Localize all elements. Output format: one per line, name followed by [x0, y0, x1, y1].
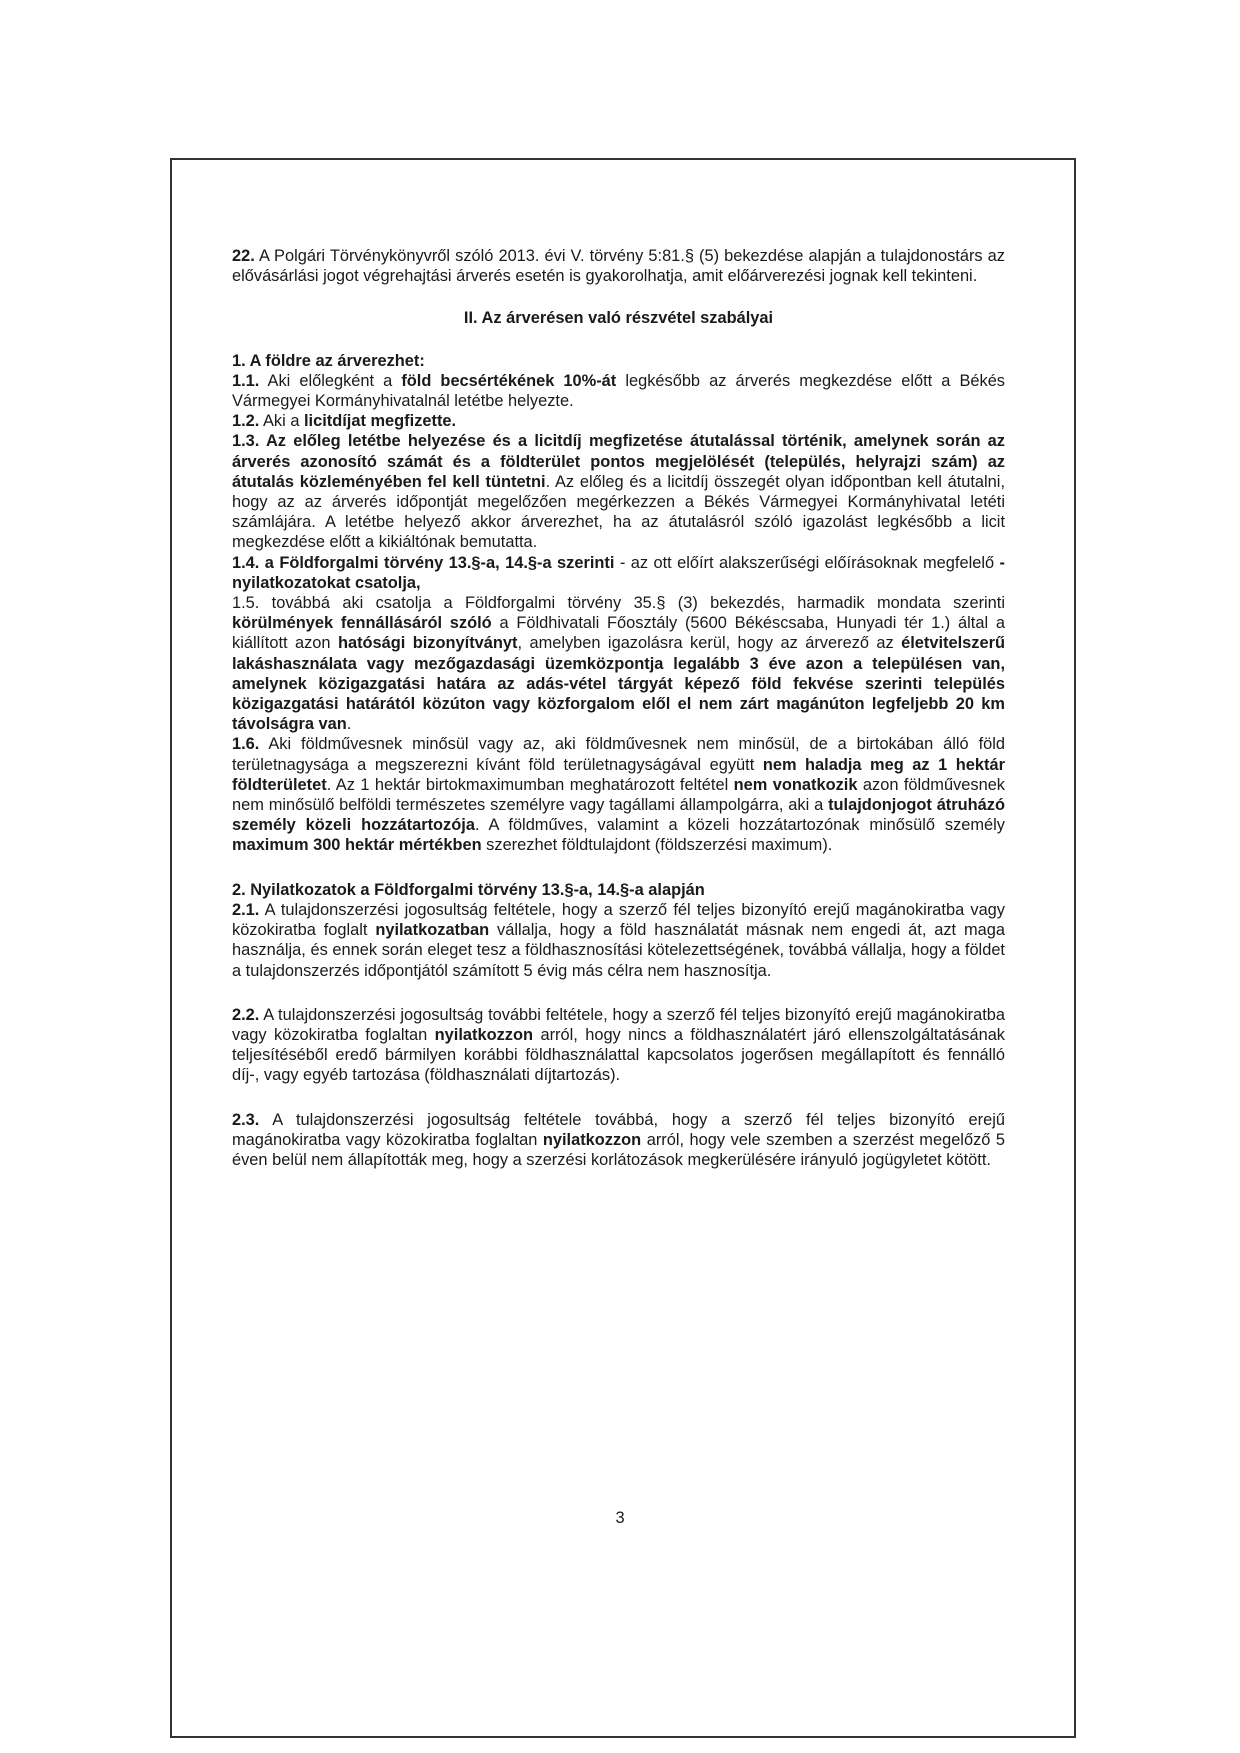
text-run: életvitelszerű lakáshasználata vagy mezőgazdasági üzemközpontja legalább 3 éve azon a településen van, amelynek közigazgatási határa az adás-vétel tárgyát képező föld fekvése szerinti település közigazgatási határától közúton vagy közforgalom elől el nem zárt magánúton legfeljebb 20 km távolságra van [232, 634, 1005, 734]
text-run: Aki előlegként a [259, 371, 402, 390]
text-run: szerezhet földtulajdont (földszerzési maximum). [481, 836, 833, 855]
text-run: . Az 1 hektár birtokmaximumban meghatározott feltétel [326, 775, 734, 794]
page-number: 3 [615, 1509, 625, 1527]
paragraph-2-1 [232, 900, 1005, 981]
paragraph-1-1 [232, 371, 1005, 411]
paragraph-1-5 [232, 593, 1005, 734]
heading-1: 1. A földre az árverezhet: [232, 351, 425, 370]
text-run: A Polgári Törvénykönyvről szóló 2013. évi V. törvény 5:81.§ (5) bekezdése alapján a tulajdonostárs az elővásárlási jogot végrehajtási árverés esetén is gyakorolhatja, amit előárverezési jognak kell tekinteni. [232, 247, 1005, 286]
text-run: nyilatkozzon [434, 1025, 534, 1044]
text-run: a Földhivatali Főosztály (5600 Békéscsaba, Hunyadi tér 1.) által a kiállított azon [232, 614, 1005, 653]
section-title: II. Az árverésen való részvétel szabályai [463, 309, 774, 328]
heading-2: 2. Nyilatkozatok a Földforgalmi törvény 13.§-a, 14.§-a alapján [232, 880, 705, 899]
text-run: . Az előleg és a licitdíj összegét olyan időpontban kell átutalni, hogy az az árverés időpontját megelőzően megérkezzen a Békés Vármegyei Kormányhivatal letéti számlájára. A letétbe helyező akkor árverezhet, ha az átutalásról szóló igazolást legkésőbb a licit megkezdése előtt a kikiáltónak bemutatta. [232, 472, 1005, 552]
text-run: , amelyben igazolásra kerül, hogy az árverező az [517, 634, 902, 653]
text-run: vállalja, hogy a föld használatát másnak nem engedi át, azt maga használja, és ennek során eleget tesz a földhasznosítási kötelezettségének, továbbá vállalja, hogy a földet a tulajdonszerzés időpontjától számított 5 évig más célra nem hasznosítja. [232, 921, 1005, 980]
text-run: 2.3. [232, 1110, 260, 1129]
text-run: legkésőbb az árverés megkezdése előtt a Békés Vármegyei Kormányhivatalnál letétbe helyezte. [232, 371, 1006, 411]
text-run: licitdíjat megfizette. [304, 412, 457, 431]
text-run: Aki a [259, 412, 304, 431]
text-run: nyilatkozzon [542, 1130, 642, 1149]
paragraph-1-6 [232, 734, 1005, 855]
text-run: A tulajdonszerzési jogosultság további feltétele, hogy a szerző fél teljes bizonyító erejű magánokiratba vagy közokiratba foglaltan [232, 1005, 1005, 1044]
text-run: A tulajdonszerzési jogosultság feltétele továbbá, hogy a szerző fél teljes bizonyító erejű magánokiratba vagy közokiratba foglaltan [232, 1110, 1005, 1149]
text-run: A tulajdonszerzési jogosultság feltétele, hogy a szerző fél teljes bizonyító erejű magánokiratba vagy közokiratba foglalt [232, 900, 1005, 940]
paragraph-2-2 [232, 1005, 1005, 1086]
text-run: tulajdonjogot átruházó személy közeli hozzátartozója [232, 796, 1005, 835]
text-run: 1.5. továbbá aki csatolja a Földforgalmi törvény 35.§ (3) bekezdés, harmadik mondata szerinti [232, 594, 1005, 613]
paragraph-1-2 [232, 411, 1005, 431]
paragraph-2-3 [232, 1110, 1005, 1171]
text-run: nyilatkozatban [375, 921, 490, 940]
text-run: azon földművesnek nem minősülő belföldi természetes személyre vagy tagállami állampolgárra, aki a [232, 775, 1006, 815]
text-run: körülmények fennállásáról szóló [232, 614, 492, 633]
text-run: Aki földművesnek minősül vagy az, aki földművesnek nem minősül, de a birtokában álló föld területnagysága a megszerezni kívánt föld területnagyságával együtt [232, 735, 1005, 774]
text-run: föld becsértékének 10%-át [401, 371, 617, 390]
text-run: nem vonatkozik [733, 775, 858, 794]
text-run: . [346, 715, 352, 734]
text-run: 22. [232, 247, 255, 265]
text-run: 1.3. Az előleg letétbe helyezése és a licitdíj megfizetése átutalással történik, amelynek során az árverés azonosító számát és a földterület pontos megjelölését (település, helyrajzi szám) az átutalás közleményében fel kell tüntetni [232, 432, 1005, 491]
text-run: - nyilatkozatokat csatolja, [232, 553, 1005, 592]
text-run: 1.4. a Földforgalmi törvény 13.§-a, 14.§-a szerinti [232, 553, 615, 572]
text-run: 2.1. [232, 900, 260, 919]
text-run: nem haladja meg az 1 hektár földterületet [232, 755, 1005, 794]
text-run: maximum 300 hektár mértékben [232, 836, 482, 855]
document-body [232, 246, 1005, 1170]
text-run: 2.2. [232, 1005, 260, 1024]
text-run: arról, hogy vele szemben a szerzést megelőző 5 éven belül nem állapították meg, hogy a szerzési korlátozások megkerülésére irányuló jogügyletet kötött. [232, 1130, 1005, 1169]
text-run: 1.1. [232, 371, 260, 390]
paragraph-1-4 [232, 553, 1005, 593]
paragraph-22 [232, 246, 1005, 286]
paragraph-1-3 [232, 431, 1005, 552]
text-run: arról, hogy nincs a földhasználatért járó ellenszolgáltatásának teljesítéséből eredő bármilyen korábbi földhasználattal kapcsolatos jogerősen megállapított és fennálló díj-, vagy egyéb tartozása (földhasználati díjtartozás). [232, 1025, 1005, 1085]
text-run: 1.2. [232, 412, 260, 431]
text-run: hatósági bizonyítványt [337, 634, 518, 653]
text-run: . A földműves, valamint a közeli hozzátartozónak minősülő személy [474, 816, 1005, 835]
text-run: 1.6. [232, 735, 260, 754]
text-run: - az ott előírt alakszerűségi előírásoknak megfelelő [614, 553, 1000, 572]
